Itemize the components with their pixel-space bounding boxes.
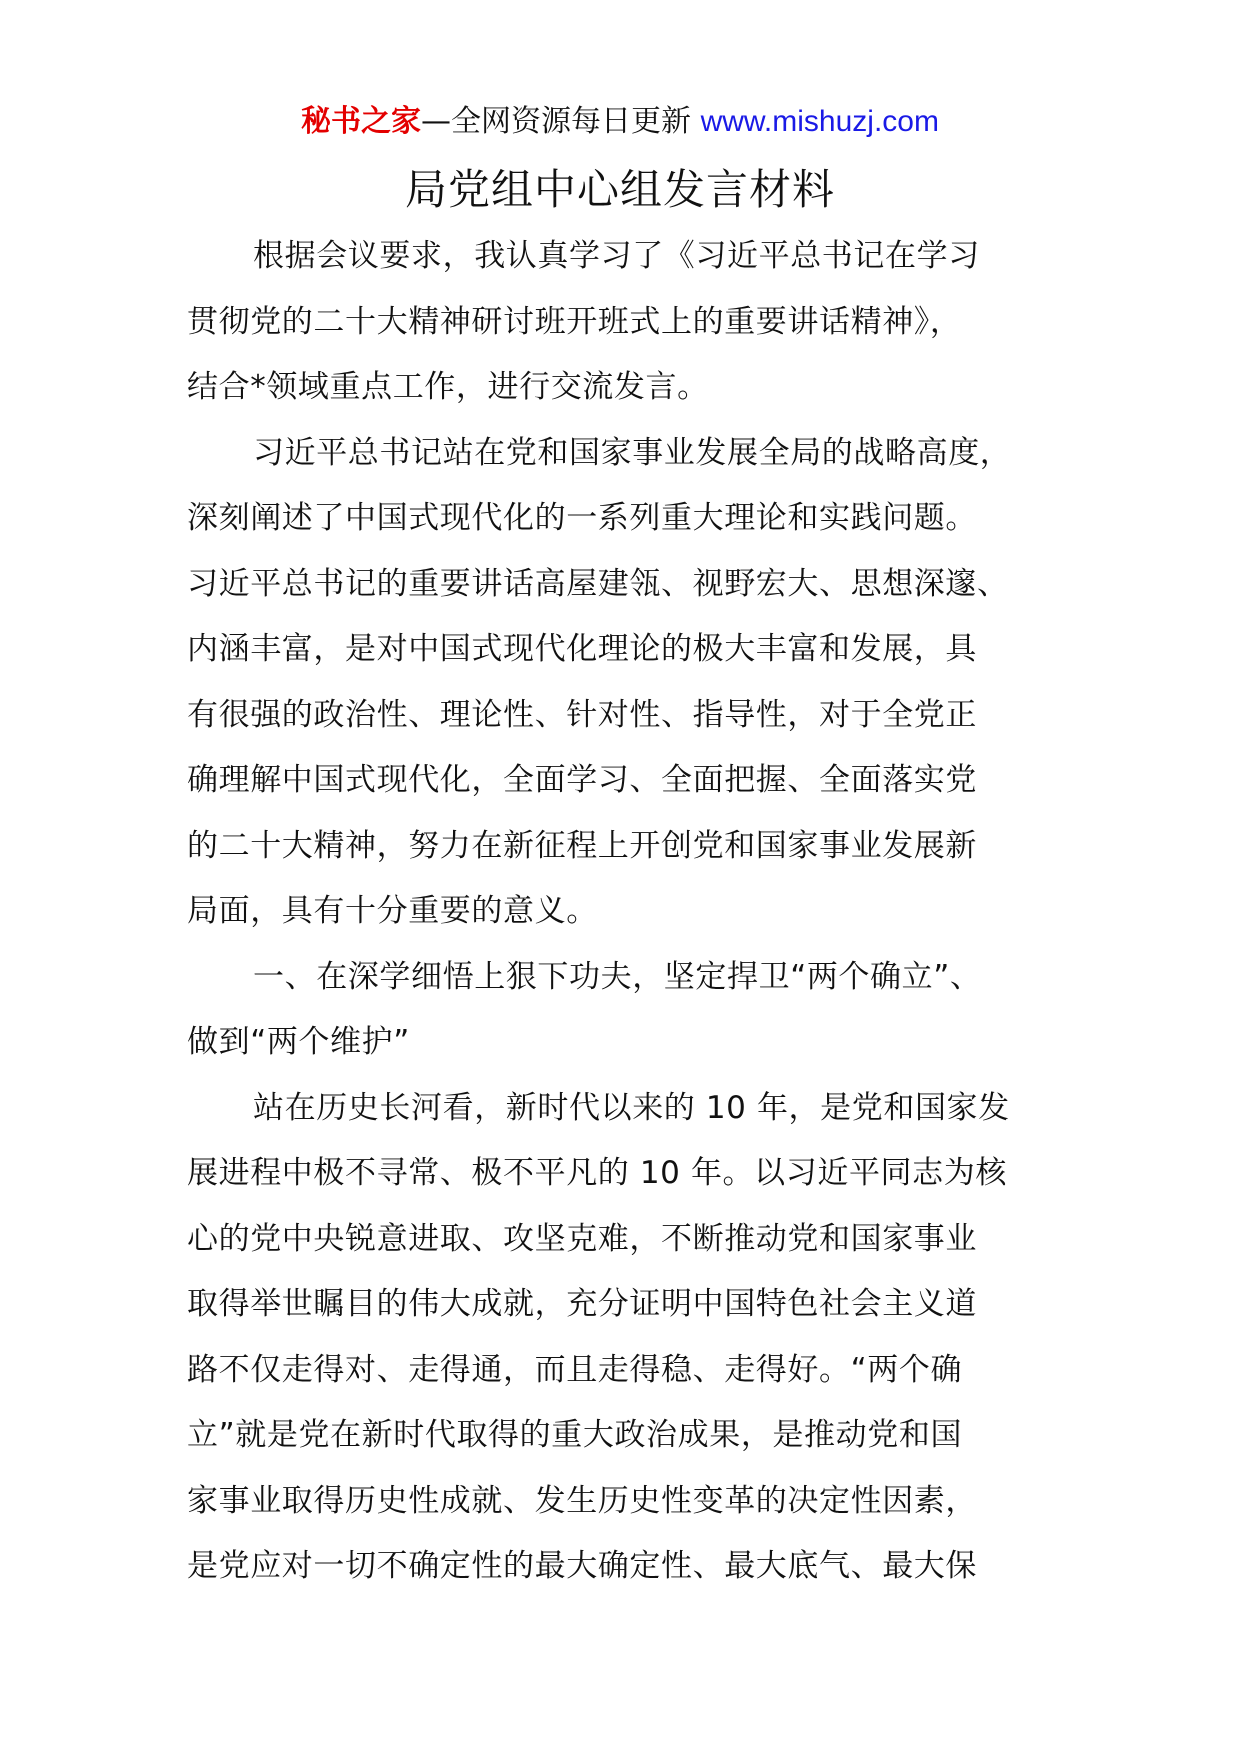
body-line: 家事业取得历史性成就、发生历史性变革的决定性因素， bbox=[187, 1482, 977, 1519]
site-header bbox=[0, 102, 1240, 142]
body-line: 深刻阐述了中国式现代化的一系列重大理论和实践问题。 bbox=[187, 500, 977, 536]
document-title: 局党组中心组发言材料 bbox=[404, 165, 835, 214]
body-line: 局面，具有十分重要的意义。 bbox=[187, 893, 598, 929]
header-tagline: —全网资源每日更新 bbox=[421, 104, 701, 139]
body-line: 站在历史长河看，新时代以来的 10 年，是党和国家发 bbox=[253, 1089, 1010, 1126]
brand-name: 秘书之家 bbox=[301, 104, 422, 139]
body-line: 一、在深学细悟上狠下功夫，坚定捍卫“两个确立”、 bbox=[253, 958, 982, 995]
body-line: 是党应对一切不确定性的最大确定性、最大底气、最大保 bbox=[187, 1548, 977, 1584]
body-line: 内涵丰富，是对中国式现代化理论的极大丰富和发展，具 bbox=[187, 631, 977, 667]
body-line: 做到“两个维护” bbox=[187, 1024, 410, 1060]
body-line: 取得举世瞩目的伟大成就，充分证明中国特色社会主义道 bbox=[187, 1286, 977, 1322]
document-body bbox=[187, 224, 1057, 1600]
body-line: 有很强的政治性、理论性、针对性、指导性，对于全党正 bbox=[187, 696, 977, 733]
body-line: 习近平总书记站在党和国家事业发展全局的战略高度， bbox=[253, 434, 1012, 471]
body-line: 习近平总书记的重要讲话高屋建瓴、视野宏大、思想深邃、 bbox=[187, 565, 1009, 602]
body-line: 路不仅走得对、走得通，而且走得稳、走得好。“两个确 bbox=[187, 1351, 963, 1388]
body-line: 心的党中央锐意进取、攻坚克难，不断推动党和国家事业 bbox=[187, 1220, 977, 1257]
site-url-link[interactable]: www.mishuzj.com bbox=[700, 105, 939, 138]
body-line: 的二十大精神，努力在新征程上开创党和国家事业发展新 bbox=[187, 827, 977, 864]
body-line: 立”就是党在新时代取得的重大政治成果，是推动党和国 bbox=[187, 1417, 963, 1453]
body-line: 结合*领域重点工作，进行交流发言。 bbox=[187, 369, 709, 405]
body-line: 确理解中国式现代化，全面学习、全面把握、全面落实党 bbox=[187, 762, 977, 798]
body-line: 贯彻党的二十大精神研讨班开班式上的重要讲话精神》， bbox=[187, 303, 962, 340]
body-line: 根据会议要求，我认真学习了《习近平总书记在学习 bbox=[253, 238, 980, 274]
body-line: 展进程中极不寻常、极不平凡的 10 年。以习近平同志为核 bbox=[187, 1155, 1007, 1191]
